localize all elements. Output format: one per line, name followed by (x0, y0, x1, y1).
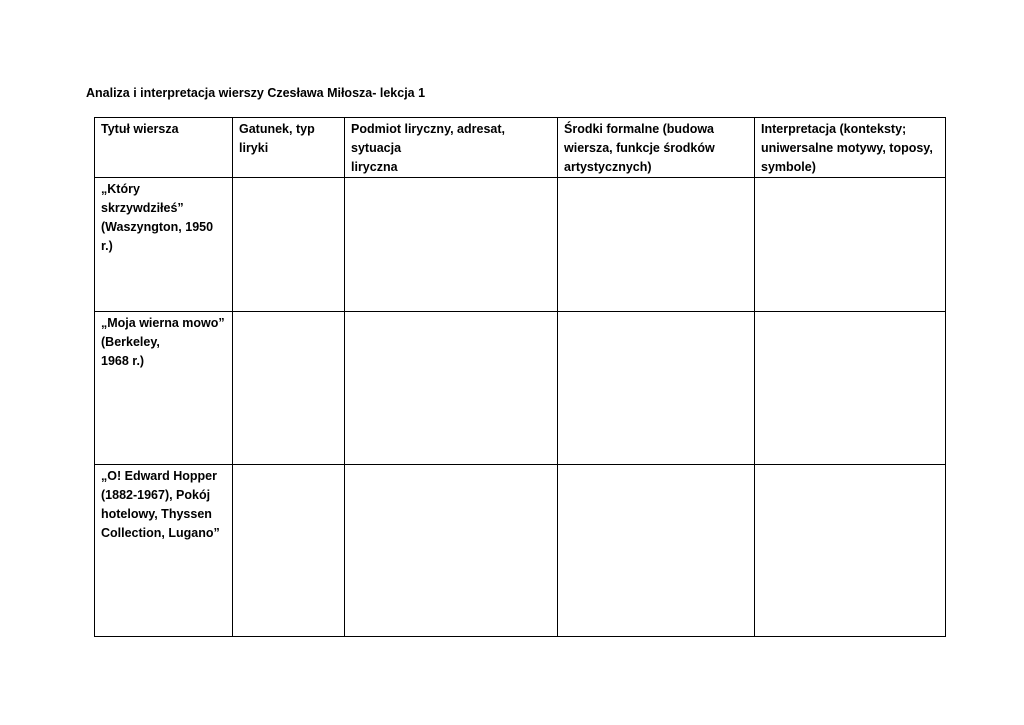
analysis-table (94, 117, 946, 637)
header-text-line: Środki formalne (budowa (564, 122, 715, 136)
formal-means-cell[interactable] (558, 465, 755, 637)
header-formal-means (558, 118, 755, 178)
lyrical-subject-cell[interactable] (345, 178, 558, 312)
poem-title-line: (1882-1967), Pokój (101, 488, 211, 502)
table-row (95, 312, 946, 465)
poem-title-line: Collection, Lugano” (101, 526, 220, 540)
header-text-line: uniwersalne motywy, toposy, (761, 141, 933, 155)
table-row (95, 178, 946, 312)
genre-cell[interactable] (233, 465, 345, 637)
header-genre (233, 118, 345, 178)
poem-title-cell (95, 465, 233, 637)
interpretation-cell[interactable] (755, 312, 946, 465)
header-poem-title (95, 118, 233, 178)
poem-title-cell (95, 312, 233, 465)
lyrical-subject-cell[interactable] (345, 465, 558, 637)
poem-title-line: „Który skrzywdziłeś” (101, 182, 184, 215)
lyrical-subject-cell[interactable] (345, 312, 558, 465)
poem-title-line: „O! Edward Hopper (101, 469, 217, 483)
interpretation-cell[interactable] (755, 178, 946, 312)
header-text-line: liryki (239, 141, 269, 155)
header-text-line: wiersza, funkcje środków (564, 141, 715, 155)
header-text-line: Podmiot liryczny, adresat, sytuacja (351, 122, 505, 155)
formal-means-cell[interactable] (558, 312, 755, 465)
header-text-line: symbole) (761, 160, 816, 174)
header-interpretation (755, 118, 946, 178)
poem-title-line: 1968 r.) (101, 354, 145, 368)
header-text-line: liryczna (351, 160, 398, 174)
genre-cell[interactable] (233, 312, 345, 465)
genre-cell[interactable] (233, 178, 345, 312)
poem-title-line: „Moja wierna mowo” (101, 316, 225, 330)
document-title: Analiza i interpretacja wierszy Czesława Miłosza- lekcja 1 (86, 86, 426, 100)
poem-title-line: hotelowy, Thyssen (101, 507, 212, 521)
header-lyrical-subject (345, 118, 558, 178)
poem-title-line: (Berkeley, (101, 335, 160, 349)
poem-title-cell (95, 178, 233, 312)
header-text-line: Interpretacja (konteksty; (761, 122, 907, 136)
table-header-row (95, 118, 946, 178)
header-text-line: artystycznych) (564, 160, 652, 174)
formal-means-cell[interactable] (558, 178, 755, 312)
interpretation-cell[interactable] (755, 465, 946, 637)
table-row (95, 465, 946, 637)
header-text-line: Gatunek, typ (239, 122, 315, 136)
poem-title-line: (Waszyngton, 1950 r.) (101, 220, 214, 253)
header-text-line: Tytuł wiersza (101, 122, 179, 136)
